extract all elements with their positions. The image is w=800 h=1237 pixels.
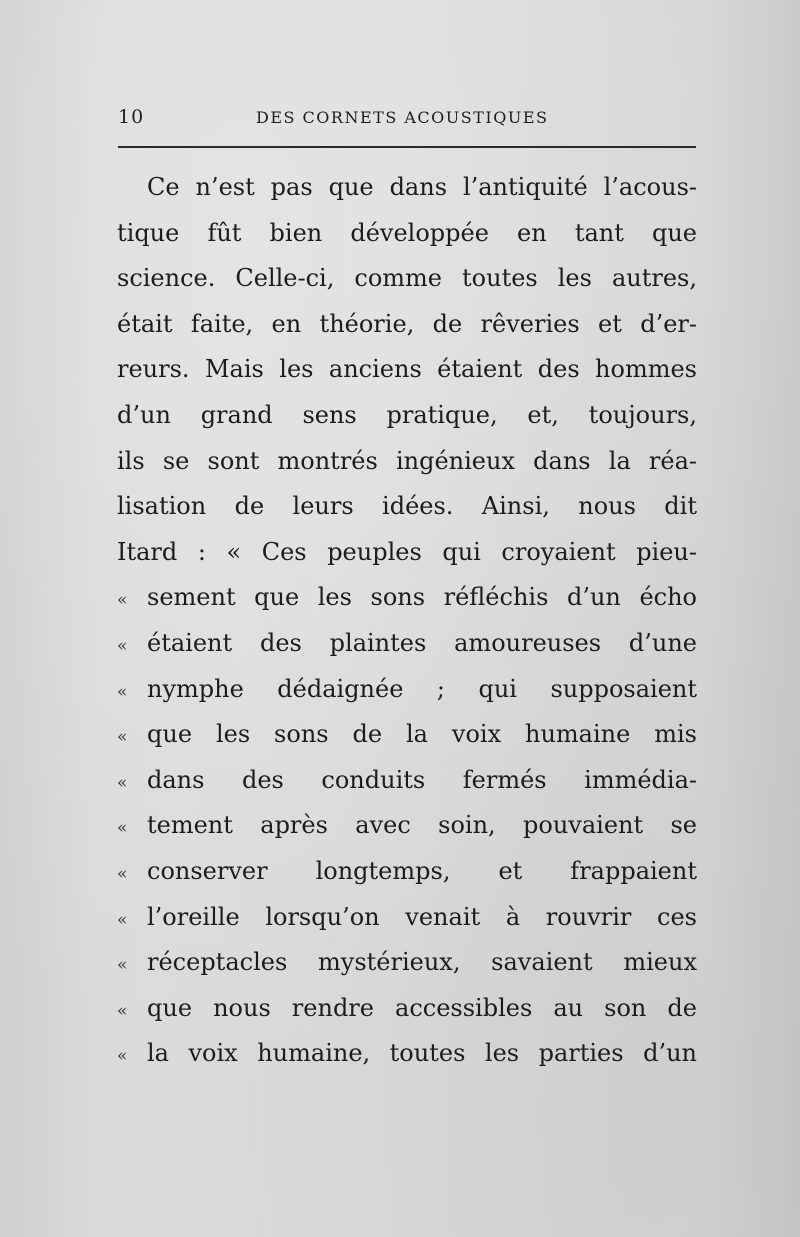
text-line: ils se sont montrés ingénieux dans la réa- [117, 446, 697, 475]
quoted-text: que les sons de la voix humaine mis [147, 720, 697, 749]
text-line: science. Celle-ci, comme toutes les autres, [117, 264, 697, 293]
quoted-line [117, 621, 697, 667]
quoted-line [117, 940, 697, 986]
quoted-text: la voix humaine, toutes les parties d’un [147, 1039, 697, 1068]
quoted-line [117, 803, 697, 849]
quoted-text: tement après avec soin, pouvaient se [147, 811, 697, 840]
page-number: 10 [118, 106, 145, 128]
quote-mark: « [117, 863, 128, 884]
quoted-text: nymphe dédaignée ; qui supposaient [147, 674, 697, 703]
quote-mark: « [117, 1046, 128, 1067]
body-text [117, 165, 697, 1077]
quote-mark: « [117, 955, 128, 976]
quote-mark: « [117, 727, 128, 748]
text-line: Itard : « Ces peuples qui croyaient pieu- [117, 537, 697, 566]
text-line: tique fût bien développée en tant que [117, 218, 697, 247]
quoted-text: réceptacles mystérieux, savaient mieux [147, 948, 697, 977]
quote-mark: « [117, 772, 128, 793]
quoted-line [117, 895, 697, 941]
quoted-line [117, 575, 697, 621]
text-line: Ce n’est pas que dans l’antiquité l’acous- [147, 173, 697, 201]
quote-mark: « [117, 909, 128, 930]
quote-mark: « [117, 635, 128, 656]
quoted-line [117, 667, 697, 713]
quoted-text: dans des conduits fermés immédia- [147, 765, 697, 794]
quote-mark: « [117, 1000, 128, 1021]
header-rule [118, 146, 696, 148]
text-line: lisation de leurs idées. Ainsi, nous dit [117, 492, 697, 521]
quote-mark: « [117, 818, 128, 839]
page-header [118, 106, 696, 136]
quoted-text: étaient des plaintes amoureuses d’une [147, 628, 697, 657]
quote-mark: « [117, 681, 128, 702]
quoted-text: l’oreille lorsqu’on venait à rouvrir ces [147, 902, 697, 931]
text-line: reurs. Mais les anciens étaient des hommes [117, 355, 697, 384]
running-title: DES CORNETS ACOUSTIQUES [256, 108, 549, 127]
quoted-line [117, 758, 697, 804]
quoted-text: sement que les sons réfléchis d’un écho [147, 583, 697, 612]
text-line: d’un grand sens pratique, et, toujours, [117, 400, 697, 429]
quoted-line [117, 986, 697, 1032]
quoted-text: que nous rendre accessibles au son de [147, 993, 697, 1022]
quoted-line [117, 849, 697, 895]
quote-mark: « [117, 590, 128, 611]
quoted-line [117, 712, 697, 758]
quoted-line [117, 1031, 697, 1077]
quoted-text: conserver longtemps, et frappaient [147, 856, 697, 885]
text-line: était faite, en théorie, de rêveries et d’er- [117, 309, 697, 338]
